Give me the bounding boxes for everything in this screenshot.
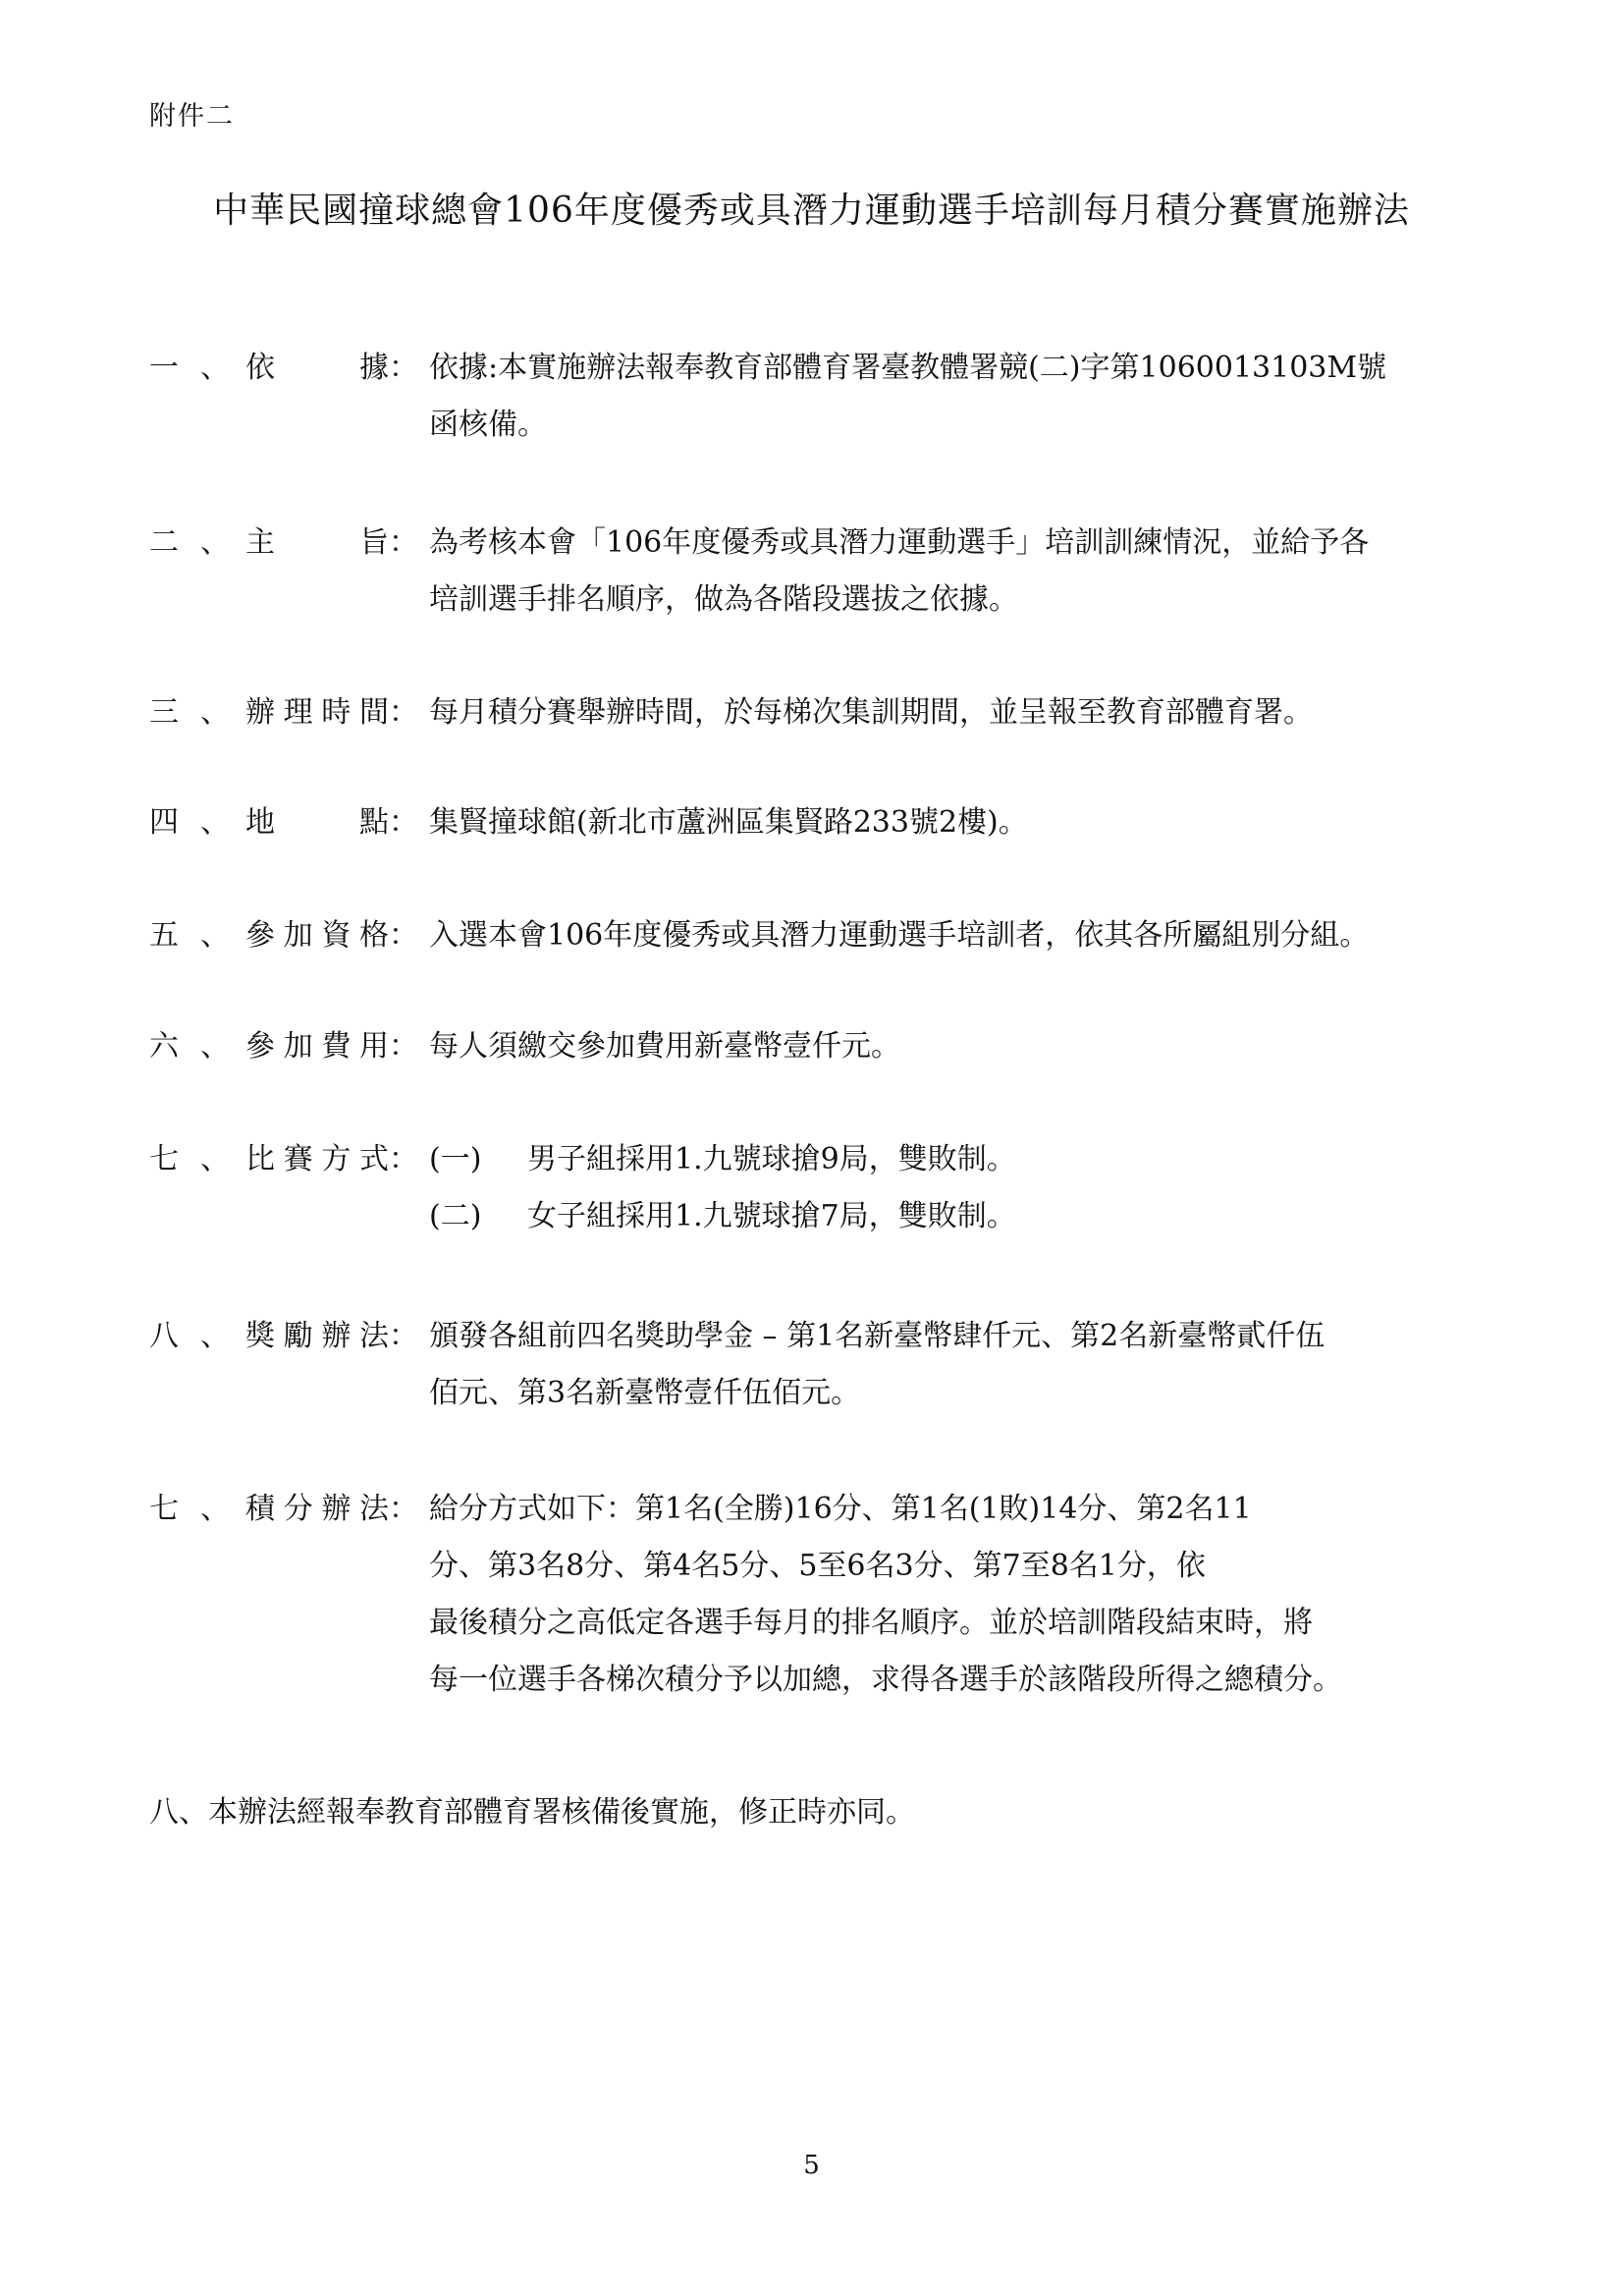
section-number: 六 (149, 1029, 179, 1064)
section-content (429, 684, 1622, 741)
content-line: 頒發各組前四名獎助學金 – 第1名新臺幣肆仟元、第2名新臺幣貳仟伍 (429, 1319, 1325, 1353)
format-item-text: 女子組採用1.九號球搶7局，雙敗制。 (527, 1199, 1016, 1233)
section-colon: ： (389, 695, 418, 730)
section-label (149, 907, 422, 964)
section-content (429, 907, 1622, 964)
section-label (149, 515, 422, 572)
document-title: 中華民國撞球總會106年度優秀或具潛力運動選手培訓每月積分賽實施辦法 (213, 191, 1410, 231)
section-name: 比賽方式 (245, 1142, 389, 1176)
section-colon: ： (389, 1319, 418, 1353)
section-content (429, 1131, 1622, 1245)
section-label (149, 794, 422, 851)
section-name: 積分辦法 (245, 1492, 389, 1526)
closing-clause: 八、本辦法經報奉教育部體育署核備後實施，修正時亦同。 (149, 1795, 915, 1830)
content-line: 佰元、第3名新臺幣壹仟伍佰元。 (429, 1376, 861, 1410)
section-number: 一 (149, 351, 179, 385)
section-separator: 、 (200, 695, 230, 730)
section-separator: 、 (200, 918, 230, 953)
content-line: 給分方式如下：第1名(全勝)16分、第1名(1敗)14分、第2名11 (429, 1492, 1252, 1526)
section-colon: ： (389, 525, 418, 560)
section-separator: 、 (200, 1142, 230, 1176)
content-line: 每月積分賽舉辦時間，於每梯次集訓期間，並呈報至教育部體育署。 (429, 695, 1313, 730)
section-label (149, 1018, 422, 1075)
section-separator: 、 (200, 1029, 230, 1064)
section-name: 參加資格 (245, 918, 389, 953)
section-label (149, 1308, 422, 1365)
section-name: 主旨 (245, 525, 389, 560)
section-colon: ： (389, 1142, 418, 1176)
section-colon: ： (389, 1029, 418, 1064)
section-content (429, 1308, 1622, 1422)
format-item-text: 男子組採用1.九號球搶9局，雙敗制。 (527, 1142, 1016, 1176)
section-separator: 、 (200, 1319, 230, 1353)
section-number: 七 (149, 1492, 179, 1526)
content-line: 入選本會106年度優秀或具潛力運動選手培訓者，依其各所屬組別分組。 (429, 918, 1370, 953)
format-item (429, 1131, 1622, 1188)
section-number: 八 (149, 1319, 179, 1353)
section-content (429, 340, 1622, 454)
content-line: 培訓選手排名順序，做為各階段選拔之依據。 (429, 582, 1018, 617)
section-label (149, 684, 422, 741)
content-line: 每人須繳交參加費用新臺幣壹仟元。 (429, 1029, 900, 1064)
attachment-label: 附件二 (149, 101, 235, 132)
section-number: 四 (149, 805, 179, 840)
content-line: 集賢撞球館(新北市蘆洲區集賢路233號2樓)。 (429, 805, 1028, 840)
section-label (149, 1481, 422, 1538)
section-separator: 、 (200, 805, 230, 840)
content-line: 依據:本實施辦法報奉教育部體育署臺教體署競(二)字第1060013103M號 (429, 351, 1387, 385)
section-number: 二 (149, 525, 179, 560)
section-name: 地點 (245, 805, 389, 840)
format-item (429, 1188, 1622, 1245)
format-item-number: (一) (429, 1142, 482, 1176)
section-content (429, 1481, 1622, 1709)
section-name: 參加費用 (245, 1029, 389, 1064)
section-content (429, 794, 1622, 851)
section-separator: 、 (200, 525, 230, 560)
section-content (429, 515, 1622, 629)
content-line: 分、第3名8分、第4名5分、5至6名3分、第7至8名1分，依 (429, 1549, 1206, 1583)
section-label (149, 1131, 422, 1188)
section-colon: ： (389, 805, 418, 840)
section-name: 依據 (245, 351, 389, 385)
content-line: 每一位選手各梯次積分予以加總，求得各選手於該階段所得之總積分。 (429, 1663, 1342, 1697)
section-content (429, 1018, 1622, 1075)
section-separator: 、 (200, 351, 230, 385)
page-number: 5 (803, 2151, 820, 2180)
section-separator: 、 (200, 1492, 230, 1526)
section-number: 七 (149, 1142, 179, 1176)
section-label (149, 340, 422, 397)
section-colon: ： (389, 1492, 418, 1526)
format-item-number: (二) (429, 1199, 482, 1233)
section-number: 三 (149, 695, 179, 730)
section-name: 辦理時間 (245, 695, 389, 730)
section-colon: ： (389, 918, 418, 953)
section-colon: ： (389, 351, 418, 385)
section-number: 五 (149, 918, 179, 953)
content-line: 為考核本會「106年度優秀或具潛力運動選手」培訓訓練情況，並給予各 (429, 525, 1370, 560)
content-line: 最後積分之高低定各選手每月的排名順序。並於培訓階段結束時，將 (429, 1606, 1313, 1640)
content-line: 函核備。 (429, 408, 547, 442)
section-name: 獎勵辦法 (245, 1319, 389, 1353)
